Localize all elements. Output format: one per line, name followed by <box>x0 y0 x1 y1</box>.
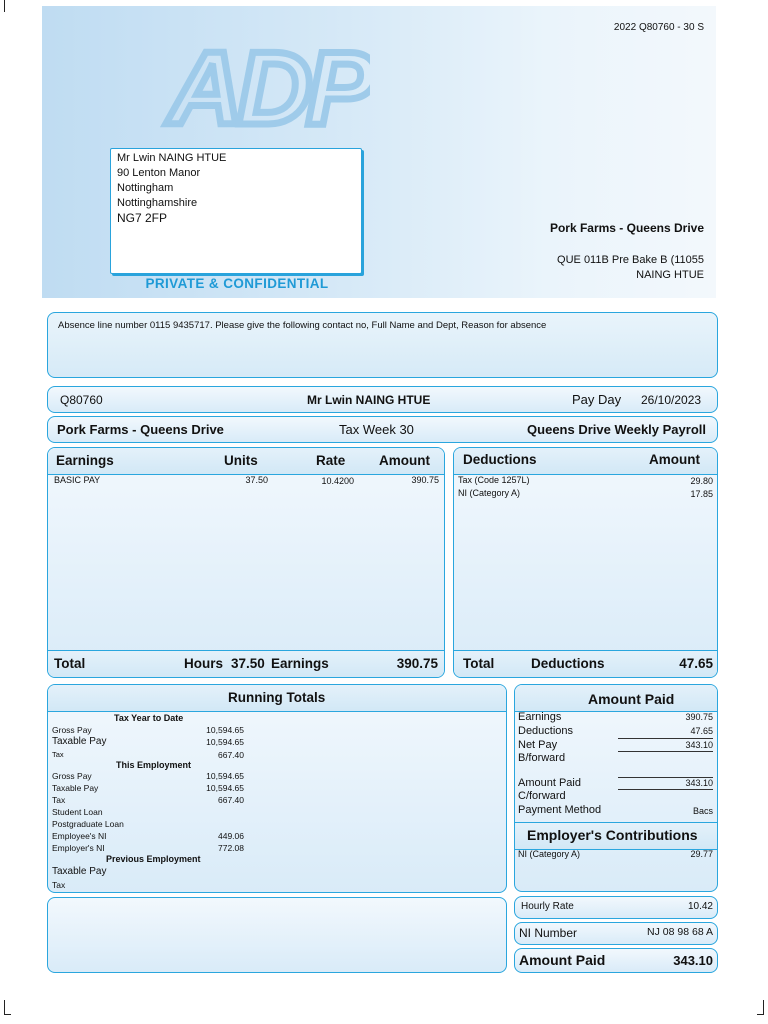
payroll-name: Queens Drive Weekly Payroll <box>527 422 706 437</box>
ec-value: 29.77 <box>690 849 713 859</box>
deductions-panel <box>453 447 718 678</box>
address-postcode: NG7 2FP <box>117 211 168 225</box>
absence-note: Absence line number 0115 9435717. Please give the following contact no, Full Name and Dept, Reason for absence <box>58 320 547 331</box>
ap-value: 343.10 <box>685 740 713 750</box>
rt-label: Gross Pay <box>52 771 92 781</box>
department-line: NAING HTUE <box>636 269 704 281</box>
underline <box>618 751 713 752</box>
tax-week: Tax Week 30 <box>339 422 414 437</box>
svg-text:ADP: ADP <box>168 31 370 140</box>
address-line: 90 Lenton Manor <box>117 167 201 179</box>
ap-value: Bacs <box>692 806 713 816</box>
adp-logo <box>160 30 370 140</box>
rt-label: Tax <box>52 795 66 805</box>
rt-label: Student Loan <box>52 807 103 817</box>
this-employment-heading: This Employment <box>116 760 192 770</box>
rt-label: Tax <box>52 880 66 890</box>
ap-value: 343.10 <box>685 778 713 788</box>
crop-mark <box>4 0 11 12</box>
earnings-panel <box>47 447 445 678</box>
earnings-footer-label: Earnings <box>271 656 329 671</box>
deductions-header <box>454 448 717 475</box>
rt-label: Employer's NI <box>52 843 105 853</box>
amount-paid-title: Amount Paid <box>588 691 675 707</box>
ap-label: Earnings <box>518 711 562 723</box>
blank-message-box <box>47 897 507 973</box>
ec-label: NI (Category A) <box>518 849 581 859</box>
running-totals-panel <box>47 684 507 893</box>
payday-date: 26/10/2023 <box>641 393 702 407</box>
rate-heading: Rate <box>316 453 346 468</box>
employer-contributions-title: Employer's Contributions <box>527 827 698 843</box>
ap-label: Net Pay <box>518 739 558 751</box>
deduction-row-amount: 29.80 <box>690 476 713 486</box>
rt-value: 449.06 <box>218 831 244 841</box>
hourly-rate-value: 10.42 <box>687 901 713 912</box>
ni-number-box <box>514 922 718 945</box>
amount-paid-summary-box <box>514 948 718 973</box>
rt-value: 667.40 <box>218 750 244 760</box>
company-name: Pork Farms - Queens Drive <box>549 221 704 235</box>
ap-label: Amount Paid <box>518 777 581 789</box>
employer-contributions-header <box>515 822 717 850</box>
deductions-footer-label: Deductions <box>531 656 605 671</box>
deduction-row-desc: Tax (Code 1257L) <box>458 475 530 485</box>
deductions-footer <box>454 650 717 677</box>
ap-label: Payment Method <box>518 804 602 816</box>
rt-label: Employee's NI <box>52 831 107 841</box>
ap-value: 47.65 <box>690 726 713 736</box>
amount-paid-summary-label: Amount Paid <box>519 952 606 968</box>
deductions-heading: Deductions <box>463 452 537 467</box>
earnings-row-units: 37.50 <box>245 475 268 485</box>
rt-value: 772.08 <box>218 843 244 853</box>
ap-value: 390.75 <box>685 712 713 722</box>
earnings-total-label: Total <box>54 656 86 671</box>
deduction-row-amount: 17.85 <box>690 489 713 499</box>
previous-employment-heading: Previous Employment <box>106 854 201 864</box>
earnings-header <box>48 448 444 475</box>
rt-label: Taxable Pay <box>52 736 107 747</box>
ni-number-label: NI Number <box>519 926 578 940</box>
payday-label: Pay Day <box>572 392 622 407</box>
hours-label: Hours <box>184 656 224 671</box>
hours-total: 37.50 <box>231 656 265 671</box>
units-heading: Units <box>224 453 258 468</box>
department-info <box>557 253 704 283</box>
earnings-row-desc: BASIC PAY <box>54 475 101 485</box>
address-line: Mr Lwin NAING HTUE <box>117 152 227 164</box>
deductions-total-value: 47.65 <box>679 656 713 671</box>
amount-paid-summary-value: 343.10 <box>673 953 713 968</box>
amount-paid-header <box>515 685 717 712</box>
rt-label: Taxable Pay <box>52 866 107 877</box>
earnings-row-amount: 390.75 <box>411 475 439 485</box>
address-line: Nottinghamshire <box>117 197 198 209</box>
employee-row <box>47 386 718 413</box>
private-confidential-label: PRIVATE & CONFIDENTIAL <box>145 276 329 291</box>
absence-note-box <box>47 312 718 378</box>
reference-code: 2022 Q80760 - 30 S <box>613 22 704 33</box>
ap-label: B/forward <box>518 752 566 764</box>
employee-name: Mr Lwin NAING HTUE <box>307 393 431 407</box>
company-row-name: Pork Farms - Queens Drive <box>57 422 224 437</box>
rt-label: Taxable Pay <box>52 783 99 793</box>
earnings-footer <box>48 650 444 677</box>
deductions-amount-heading: Amount <box>649 452 700 467</box>
rt-value: 10,594.65 <box>206 737 244 747</box>
deductions-total-label: Total <box>463 656 495 671</box>
rt-value: 10,594.65 <box>206 783 244 793</box>
rt-value: 10,594.65 <box>206 725 244 735</box>
ni-number-value: NJ 08 98 68 A <box>647 926 713 938</box>
department-line: QUE 011B Pre Bake B (11055 <box>557 254 704 266</box>
earnings-row-rate: 10.4200 <box>321 476 354 486</box>
address-box <box>110 148 362 274</box>
employee-id: Q80760 <box>60 393 103 407</box>
hourly-rate-box <box>514 896 718 919</box>
underline <box>618 789 713 790</box>
crop-mark <box>757 1000 764 1015</box>
crop-mark <box>4 1000 11 1015</box>
deduction-row-desc: NI (Category A) <box>458 488 521 498</box>
rt-value: 10,594.65 <box>206 771 244 781</box>
underline <box>618 738 713 739</box>
amount-heading: Amount <box>379 453 430 468</box>
amount-paid-panel <box>514 684 718 892</box>
earnings-total-value: 390.75 <box>396 656 438 671</box>
rt-label: Gross Pay <box>52 725 92 735</box>
company-row <box>47 416 718 443</box>
rt-label: Postgraduate Loan <box>52 819 124 829</box>
rt-value: 667.40 <box>218 795 244 805</box>
tax-year-heading: Tax Year to Date <box>114 713 184 723</box>
running-totals-title: Running Totals <box>228 690 326 705</box>
running-totals-header <box>48 685 506 712</box>
hourly-rate-label: Hourly Rate <box>521 901 574 912</box>
rt-label: Tax <box>52 750 64 759</box>
ap-label: C/forward <box>518 790 566 802</box>
earnings-heading: Earnings <box>56 453 114 468</box>
ap-label: Deductions <box>518 725 574 737</box>
address-line: Nottingham <box>117 182 174 194</box>
